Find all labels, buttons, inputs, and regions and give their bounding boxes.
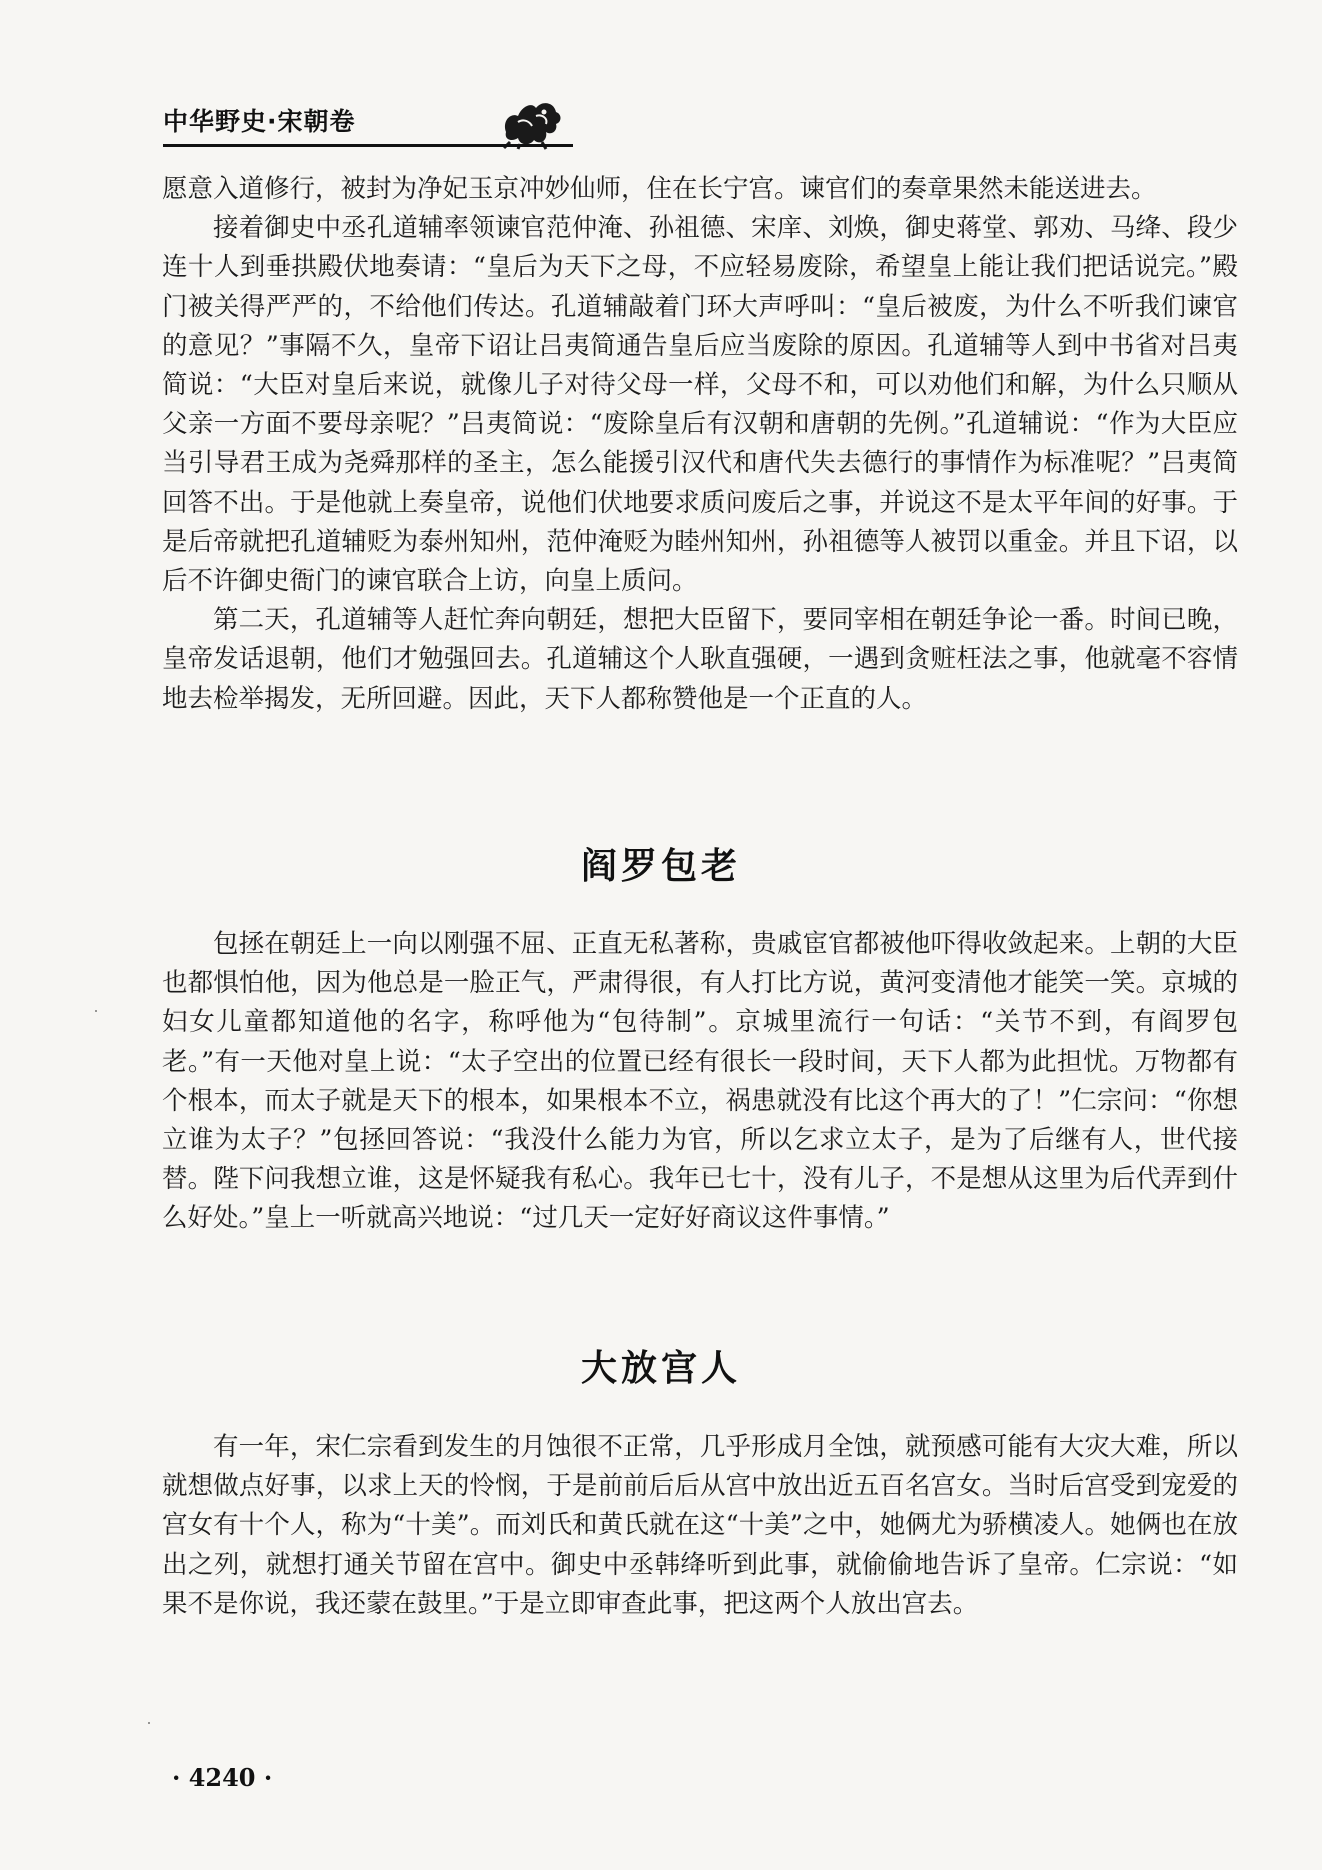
paragraph: 接着御史中丞孔道辅率领谏官范仲淹、孙祖德、宋庠、刘焕，御史蒋堂、郭劝、马绛、段少连十人到垂拱殿伏地奏请：“皇后为天下之母，不应轻易废除，希望皇上能让我们把话说完。”殿门被关得严严的，不给他们传达。孔道辅敲着门环大声呼叫：“皇后被废，为什么不听我们谏官的意见？”事隔不久，皇帝下诏让吕夷简通告皇后应当废除的原因。孔道辅等人到中书省对吕夷简说：“大臣对皇后来说，就像儿子对待父母一样，父母不和，可以劝他们和解，为什么只顺从父亲一方面不要母亲呢？”吕夷简说：“废除皇后有汉朝和唐朝的先例。”孔道辅说：“作为大臣应当引导君王成为尧舜那样的圣主，怎么能援引汉代和唐代失去德行的事情作为标准呢？”吕夷简回答不出。于是他就上奏皇帝，说他们伏地要求质问废后之事，并说这不是太平年间的好事。于是后帝就把孔道辅贬为泰州知州，范仲淹贬为睦州知州，孙祖德等人被罚以重金。并且下诏，以后不许御史衙门的谏官联合上访，向皇上质问。 bbox=[162, 213, 1238, 597]
section-heading: 阎罗包老 bbox=[580, 846, 741, 887]
paragraph: 第二天，孔道辅等人赶忙奔向朝廷，想把大臣留下，要同宰相在朝廷争论一番。时间已晚，皇帝发话退朝，他们才勉强回去。孔道辅这个人耿直强硬，一遇到贪赃枉法之事，他就毫不容情地去检举揭发，无所回避。因此，天下人都称赞他是一个正直的人。 bbox=[162, 605, 1238, 714]
paragraph: 包拯在朝廷上一向以刚强不屈、正直无私著称，贵戚宦官都被他吓得收敛起来。上朝的大臣也都惧怕他，因为他总是一脸正气，严肃得很，有人打比方说，黄河变清他才能笑一笑。京城的妇女儿童都知道他的名字，称呼他为“包待制”。京城里流行一句话：“关节不到，有阎罗包老。”有一天他对皇上说：“太子空出的位置已经有很长一段时间，天下人都为此担忧。万物都有个根本，而太子就是天下的根本，如果根本不立，祸患就没有比这个再大的了！”仁宗问：“你想立谁为太子？”包拯回答说：“我没什么能力为官，所以乞求立太子，是为了后继有人，世代接替。陛下问我想立谁，这是怀疑我有私心。我年已七十，没有儿子，不是想从这里为后代弄到什么好处。”皇上一听就高兴地说：“过几天一定好好商议这件事情。” bbox=[162, 929, 1238, 1234]
section-3-body bbox=[162, 1428, 1238, 1624]
dragon-emblem-icon bbox=[496, 92, 566, 150]
scan-speck bbox=[95, 1010, 97, 1012]
page-number: · 4240 · bbox=[172, 1763, 273, 1792]
section-1-body bbox=[162, 170, 1238, 719]
paragraph: 愿意入道修行，被封为净妃玉京冲妙仙师，住在长宁宫。谏官们的奏章果然未能送进去。 bbox=[162, 174, 1157, 204]
running-header bbox=[163, 92, 583, 156]
scan-speck bbox=[148, 1722, 150, 1724]
section-heading: 大放宫人 bbox=[580, 1348, 741, 1389]
header-rule bbox=[163, 144, 573, 147]
section-2-body bbox=[162, 925, 1238, 1239]
book-title: 中华野史·宋朝卷 bbox=[163, 107, 356, 136]
paragraph: 有一年，宋仁宗看到发生的月蚀很不正常，几乎形成月全蚀，就预感可能有大灾大难，所以就想做点好事，以求上天的怜悯，于是前前后后从宫中放出近五百名宫女。当时后宫受到宠爱的宫女有十个人，称为“十美”。而刘氏和黄氏就在这“十美”之中，她俩尤为骄横凌人。她俩也在放出之列，就想打通关节留在宫中。御史中丞韩绛听到此事，就偷偷地告诉了皇帝。仁宗说：“如果不是你说，我还蒙在鼓里。”于是立即审查此事，把这两个人放出宫去。 bbox=[162, 1432, 1238, 1619]
